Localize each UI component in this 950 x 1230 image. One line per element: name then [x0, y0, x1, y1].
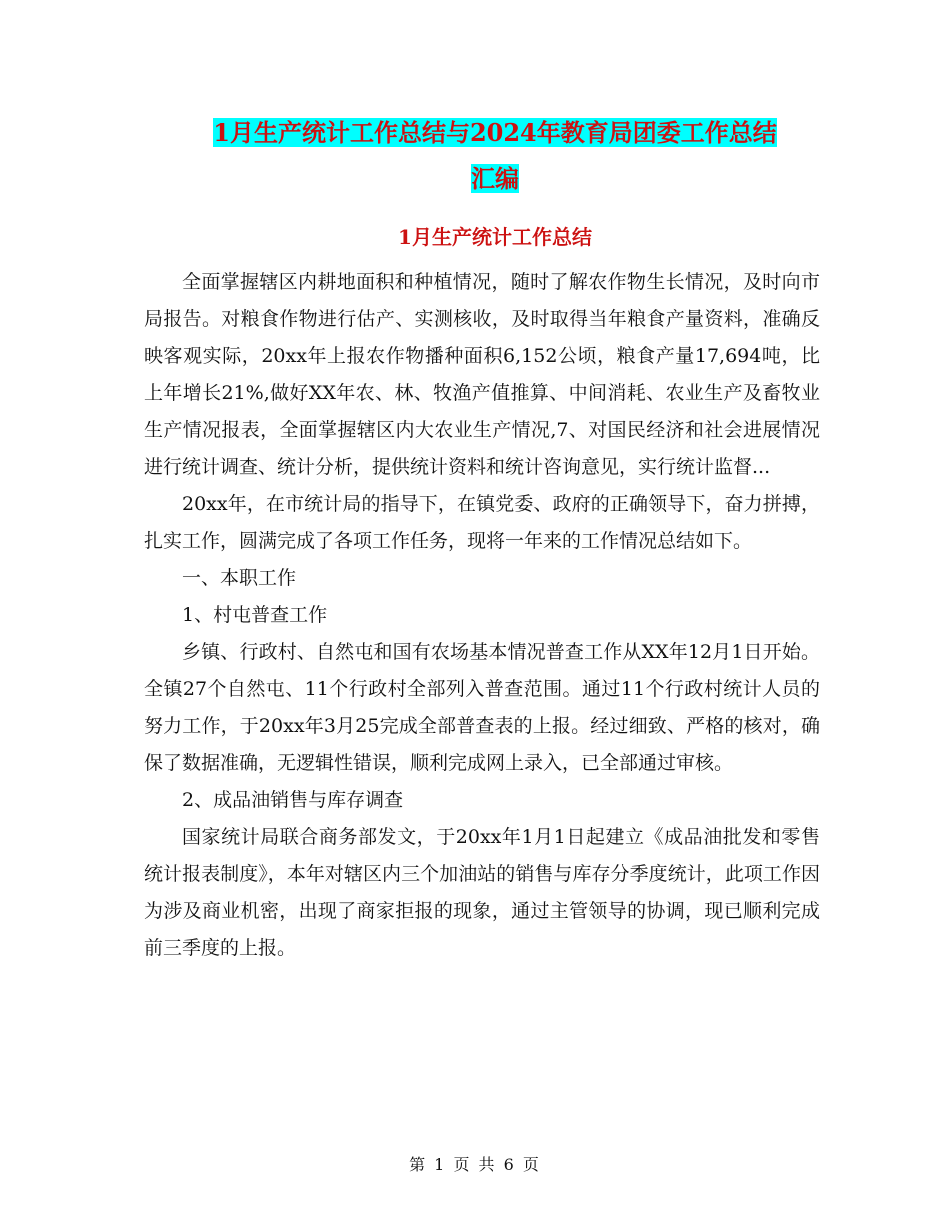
page-footer: 第 1 页 共 6 页	[409, 1155, 541, 1174]
document-title-line2: 汇编	[471, 164, 519, 193]
heading-level2: 2、成品油销售与库存调查	[182, 789, 404, 811]
document-body	[144, 264, 820, 967]
section-title: 1月生产统计工作总结	[398, 225, 592, 249]
body-paragraph: 全面掌握辖区内耕地面积和种植情况，随时了解农作物生长情况，及时向市局报告。对粮食作物进行估产、实测核收，及时取得当年粮食产量资料，准确反映客观实际，20xx年上报农作物播种面积6,152公顷，粮食产量17,694吨，比上年增长21%,做好XX年农、林、牧渔产值推算、中间消耗、农业生产及畜牧业生产情况报表，全面掌握辖区内大农业生产情况,7、对国民经济和社会进展情况进行统计调查、统计分析，提供统计资料和统计咨询意见，实行统计监督...	[144, 271, 820, 478]
body-paragraph: 乡镇、行政村、自然屯和国有农场基本情况普查工作从XX年12月1日开始。全镇27个自然屯、11个行政村全部列入普查范围。通过11个行政村统计人员的努力工作，于20xx年3月25完成全部普查表的上报。经过细致、严格的核对，确保了数据准确，无逻辑性错误，顺利完成网上录入，已全部通过审核。	[144, 641, 820, 774]
heading-level1: 一、本职工作	[182, 567, 297, 589]
body-paragraph: 20xx年，在市统计局的指导下，在镇党委、政府的正确领导下，奋力拼搏，扎实工作，圆满完成了各项工作任务，现将一年来的工作情况总结如下。	[144, 493, 820, 552]
heading-level2: 1、村屯普查工作	[182, 604, 328, 626]
document-title	[140, 110, 850, 202]
body-paragraph: 国家统计局联合商务部发文，于20xx年1月1日起建立《成品油批发和零售统计报表制度》，本年对辖区内三个加油站的销售与库存分季度统计，此项工作因为涉及商业机密，出现了商家拒报的现象，通过主管领导的协调，现已顺利完成前三季度的上报。	[144, 826, 820, 959]
document-title-line1: 1月生产统计工作总结与2024年教育局团委工作总结	[213, 118, 777, 147]
